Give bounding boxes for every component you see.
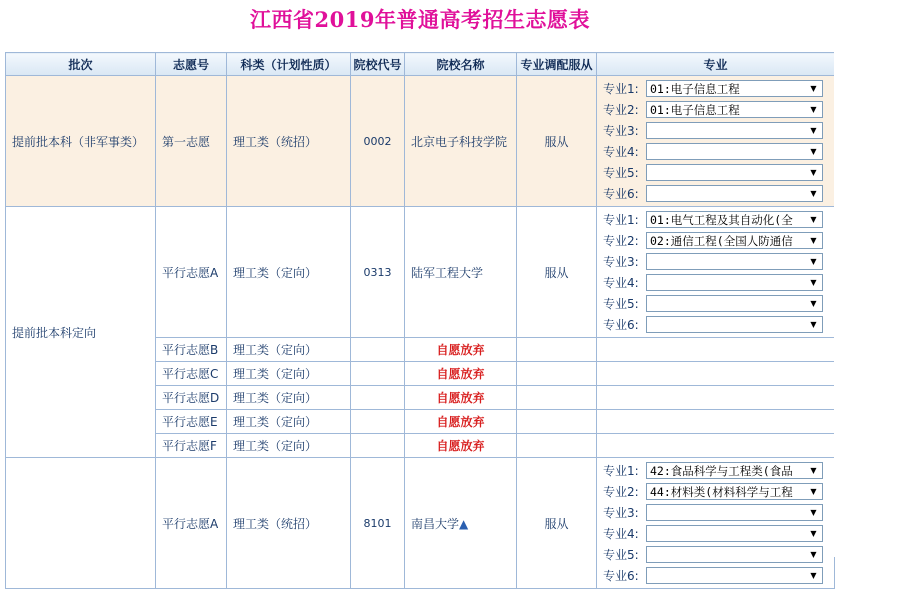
majors-cell	[597, 434, 835, 458]
major-label: 专业5:	[603, 548, 639, 562]
major-row	[603, 523, 834, 544]
major-select-2[interactable]	[646, 101, 823, 118]
school-code-cell	[351, 410, 405, 434]
major-select-5[interactable]	[646, 295, 823, 312]
major-select-value: 01:电子信息工程	[650, 81, 740, 96]
table-row	[6, 76, 835, 207]
header-obey-adjust: 专业调配服从	[517, 53, 597, 76]
header-majors: 专业	[597, 53, 835, 76]
obey-cell	[517, 362, 597, 386]
major-row	[603, 78, 834, 99]
chevron-down-icon: ▼	[810, 147, 817, 156]
school-code-cell	[351, 362, 405, 386]
header-school-code: 院校代号	[351, 53, 405, 76]
choice-cell: 第一志愿	[156, 76, 227, 207]
major-label: 专业6:	[603, 318, 639, 332]
major-select-2[interactable]	[646, 483, 823, 500]
table-row	[6, 207, 835, 338]
major-select-value: 02:通信工程(全国人防通信	[650, 233, 793, 248]
major-row	[603, 544, 834, 565]
triangle-icon: ▲	[459, 516, 469, 531]
major-row	[603, 162, 834, 183]
page-background	[834, 0, 911, 557]
obey-cell: 服从	[517, 76, 597, 207]
major-label: 专业2:	[603, 103, 639, 117]
major-select-1[interactable]	[646, 462, 823, 479]
category-cell: 理工类（定向）	[227, 207, 351, 338]
major-select-1[interactable]	[646, 211, 823, 228]
chevron-down-icon: ▼	[810, 84, 817, 93]
category-cell: 理工类（定向）	[227, 434, 351, 458]
major-select-2[interactable]	[646, 232, 823, 249]
school-code-cell: 0002	[351, 76, 405, 207]
major-row	[603, 209, 834, 230]
abandon-status: 自愿放弃	[405, 434, 517, 458]
major-select-4[interactable]	[646, 143, 823, 160]
chevron-down-icon: ▼	[810, 257, 817, 266]
batch-cell: 提前批本科定向	[6, 207, 156, 458]
major-select-6[interactable]	[646, 567, 823, 584]
chevron-down-icon: ▼	[810, 508, 817, 517]
header-choice-no: 志愿号	[156, 53, 227, 76]
major-label: 专业6:	[603, 569, 639, 583]
school-code-cell: 8101	[351, 458, 405, 589]
header-category: 科类（计划性质）	[227, 53, 351, 76]
majors-cell	[597, 338, 835, 362]
major-label: 专业3:	[603, 124, 639, 138]
majors-cell	[597, 410, 835, 434]
chevron-down-icon: ▼	[810, 168, 817, 177]
school-code-cell	[351, 434, 405, 458]
choice-cell: 平行志愿A	[156, 207, 227, 338]
major-row	[603, 460, 834, 481]
major-row	[603, 230, 834, 251]
major-label: 专业2:	[603, 485, 639, 499]
school-code-cell	[351, 338, 405, 362]
major-label: 专业1:	[603, 464, 639, 478]
choice-cell: 平行志愿D	[156, 386, 227, 410]
major-label: 专业4:	[603, 145, 639, 159]
majors-cell	[597, 207, 835, 338]
choice-cell: 平行志愿E	[156, 410, 227, 434]
obey-cell	[517, 434, 597, 458]
chevron-down-icon: ▼	[810, 299, 817, 308]
chevron-down-icon: ▼	[810, 236, 817, 245]
chevron-down-icon: ▼	[810, 105, 817, 114]
chevron-down-icon: ▼	[810, 550, 817, 559]
majors-cell	[597, 76, 835, 207]
chevron-down-icon: ▼	[810, 529, 817, 538]
school-name: 南昌大学	[411, 516, 460, 531]
major-select-5[interactable]	[646, 546, 823, 563]
major-label: 专业3:	[603, 506, 639, 520]
major-select-6[interactable]	[646, 185, 823, 202]
chevron-down-icon: ▼	[810, 487, 817, 496]
major-row	[603, 120, 834, 141]
abandon-status: 自愿放弃	[405, 362, 517, 386]
page-title: 江西省2019年普通高考招生志愿表	[250, 7, 590, 32]
major-select-value: 44:材料类(材料科学与工程	[650, 484, 793, 499]
major-label: 专业6:	[603, 187, 639, 201]
category-cell: 理工类（定向）	[227, 386, 351, 410]
major-label: 专业5:	[603, 166, 639, 180]
majors-cell	[597, 458, 835, 589]
abandon-status: 自愿放弃	[405, 386, 517, 410]
chevron-down-icon: ▼	[810, 278, 817, 287]
major-select-value: 01:电子信息工程	[650, 102, 740, 117]
category-cell: 理工类（统招）	[227, 458, 351, 589]
major-label: 专业4:	[603, 527, 639, 541]
major-row	[603, 183, 834, 204]
header-school-name: 院校名称	[405, 53, 517, 76]
choice-cell: 平行志愿C	[156, 362, 227, 386]
chevron-down-icon: ▼	[810, 571, 817, 580]
major-row	[603, 565, 834, 586]
table-header-row	[6, 53, 835, 76]
major-label: 专业3:	[603, 255, 639, 269]
major-row	[603, 293, 834, 314]
abandon-status: 自愿放弃	[405, 410, 517, 434]
header-batch: 批次	[6, 53, 156, 76]
major-select-3[interactable]	[646, 504, 823, 521]
category-cell: 理工类（定向）	[227, 362, 351, 386]
category-cell: 理工类（定向）	[227, 338, 351, 362]
major-select-5[interactable]	[646, 164, 823, 181]
major-select-6[interactable]	[646, 316, 823, 333]
majors-cell	[597, 386, 835, 410]
major-label: 专业4:	[603, 276, 639, 290]
choice-cell: 平行志愿B	[156, 338, 227, 362]
chevron-down-icon: ▼	[810, 466, 817, 475]
major-select-1[interactable]	[646, 80, 823, 97]
major-select-3[interactable]	[646, 122, 823, 139]
application-table	[5, 52, 835, 589]
choice-cell: 平行志愿A	[156, 458, 227, 589]
major-row	[603, 99, 834, 120]
choice-cell: 平行志愿F	[156, 434, 227, 458]
obey-cell: 服从	[517, 458, 597, 589]
school-name-cell: 北京电子科技学院	[405, 76, 517, 207]
major-row	[603, 251, 834, 272]
major-row	[603, 481, 834, 502]
major-select-value: 42:食品科学与工程类(食品	[650, 463, 793, 478]
major-select-3[interactable]	[646, 253, 823, 270]
batch-cell	[6, 458, 156, 589]
chevron-down-icon: ▼	[810, 189, 817, 198]
obey-cell	[517, 410, 597, 434]
obey-cell: 服从	[517, 207, 597, 338]
school-code-cell: 0313	[351, 207, 405, 338]
batch-cell: 提前批本科（非军事类）	[6, 76, 156, 207]
abandon-status: 自愿放弃	[405, 338, 517, 362]
chevron-down-icon: ▼	[810, 215, 817, 224]
school-code-cell	[351, 386, 405, 410]
table-row	[6, 458, 835, 589]
major-select-4[interactable]	[646, 525, 823, 542]
majors-cell	[597, 362, 835, 386]
major-select-value: 01:电气工程及其自动化(全	[650, 212, 793, 227]
category-cell: 理工类（定向）	[227, 410, 351, 434]
chevron-down-icon: ▼	[810, 320, 817, 329]
major-row	[603, 141, 834, 162]
major-row	[603, 314, 834, 335]
major-row	[603, 502, 834, 523]
school-name-cell	[405, 458, 517, 589]
category-cell: 理工类（统招）	[227, 76, 351, 207]
school-name-cell: 陆军工程大学	[405, 207, 517, 338]
major-label: 专业5:	[603, 297, 639, 311]
obey-cell	[517, 386, 597, 410]
major-label: 专业2:	[603, 234, 639, 248]
major-select-4[interactable]	[646, 274, 823, 291]
major-row	[603, 272, 834, 293]
obey-cell	[517, 338, 597, 362]
chevron-down-icon: ▼	[810, 126, 817, 135]
major-label: 专业1:	[603, 213, 639, 227]
major-label: 专业1:	[603, 82, 639, 96]
